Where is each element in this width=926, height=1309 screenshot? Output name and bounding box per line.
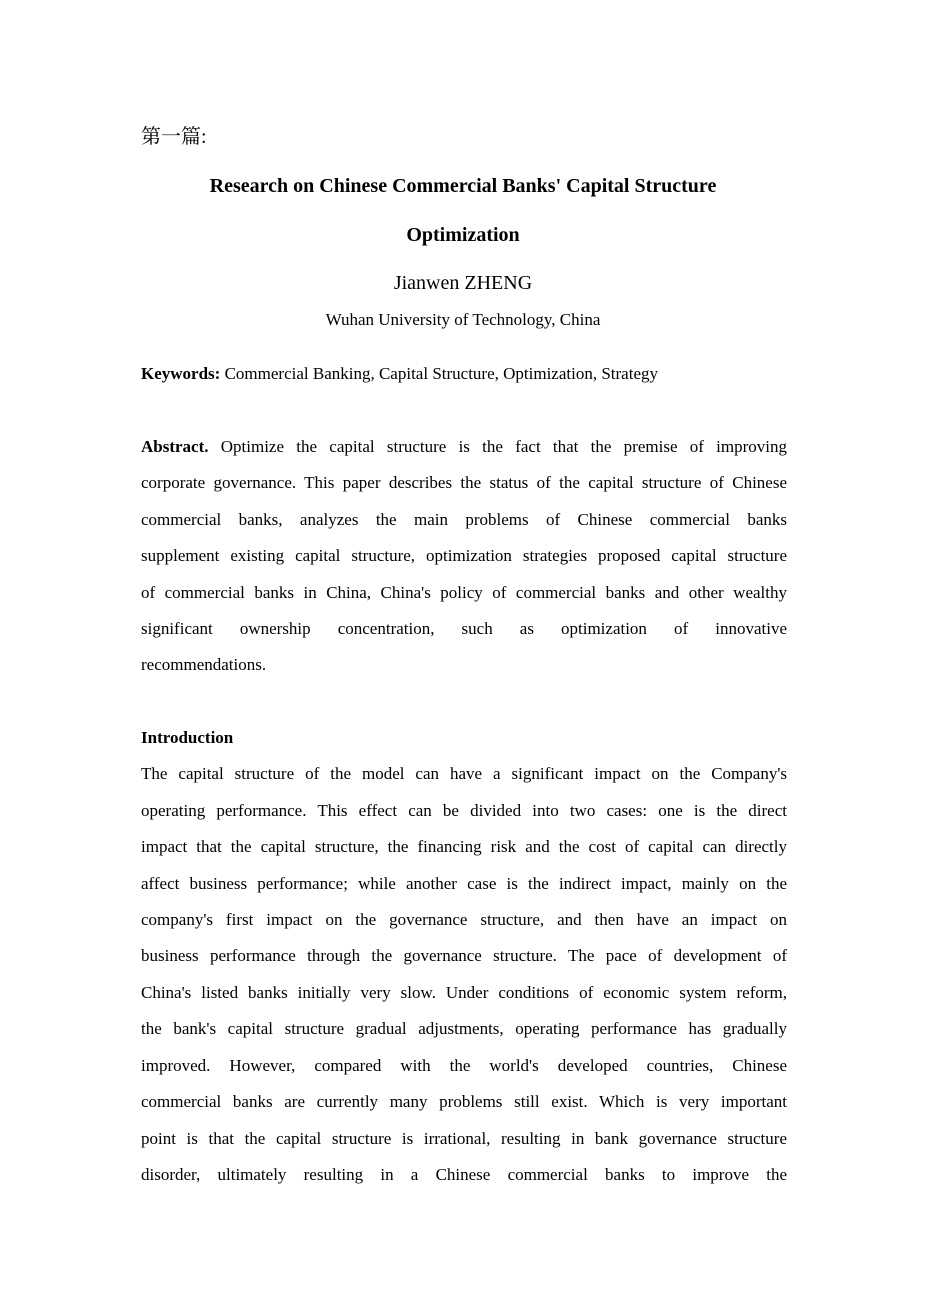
chapter-label: 第一篇: bbox=[141, 126, 207, 148]
abstract-line: recommendations. bbox=[141, 655, 267, 674]
keywords-label: Keywords: bbox=[141, 364, 221, 383]
introduction-line: disorder, ultimately resulting in a Chinese commercial banks to improve the bbox=[141, 1165, 787, 1184]
author-name: Jianwen ZHENG bbox=[393, 272, 533, 294]
introduction-line: The capital structure of the model can have a significant impact on the Company's bbox=[141, 764, 787, 783]
abstract-line bbox=[141, 436, 787, 458]
abstract-label: Abstract. bbox=[141, 437, 209, 456]
paper-title-line-1: Research on Chinese Commercial Banks' Capital Structure bbox=[209, 175, 717, 197]
introduction-line: company's first impact on the governance structure, and then have an impact on bbox=[141, 910, 787, 929]
abstract-line: of commercial banks in China, China's policy of commercial banks and other wealthy bbox=[141, 583, 787, 602]
introduction-line: commercial banks are currently many problems still exist. Which is very important bbox=[141, 1092, 787, 1111]
abstract-line: corporate governance. This paper describes the status of the capital structure of Chinese bbox=[141, 473, 787, 492]
paper-title-line-2: Optimization bbox=[406, 224, 520, 246]
section-heading-introduction: Introduction bbox=[141, 728, 234, 747]
abstract-line: supplement existing capital structure, optimization strategies proposed capital structure bbox=[141, 546, 787, 565]
keywords-line bbox=[141, 363, 787, 385]
introduction-line: affect business performance; while another case is the indirect impact, mainly on the bbox=[141, 874, 787, 893]
introduction-line: operating performance. This effect can be divided into two cases: one is the direct bbox=[141, 801, 787, 820]
abstract-line-text: Optimize the capital structure is the fact that the premise of improving bbox=[208, 437, 787, 456]
introduction-line: point is that the capital structure is irrational, resulting in bank governance structure bbox=[141, 1129, 787, 1148]
author-affiliation: Wuhan University of Technology, China bbox=[325, 310, 601, 329]
introduction-line: improved. However, compared with the world's developed countries, Chinese bbox=[141, 1056, 787, 1075]
introduction-line: the bank's capital structure gradual adjustments, operating performance has gradually bbox=[141, 1019, 787, 1038]
keywords-text: Commercial Banking, Capital Structure, Optimization, Strategy bbox=[220, 364, 658, 383]
introduction-line: impact that the capital structure, the financing risk and the cost of capital can directly bbox=[141, 837, 787, 856]
abstract-line: significant ownership concentration, such as optimization of innovative bbox=[141, 619, 787, 638]
introduction-line: China's listed banks initially very slow. Under conditions of economic system reform, bbox=[141, 983, 787, 1002]
introduction-line: business performance through the governance structure. The pace of development of bbox=[141, 946, 787, 965]
abstract-line: commercial banks, analyzes the main problems of Chinese commercial banks bbox=[141, 510, 787, 529]
